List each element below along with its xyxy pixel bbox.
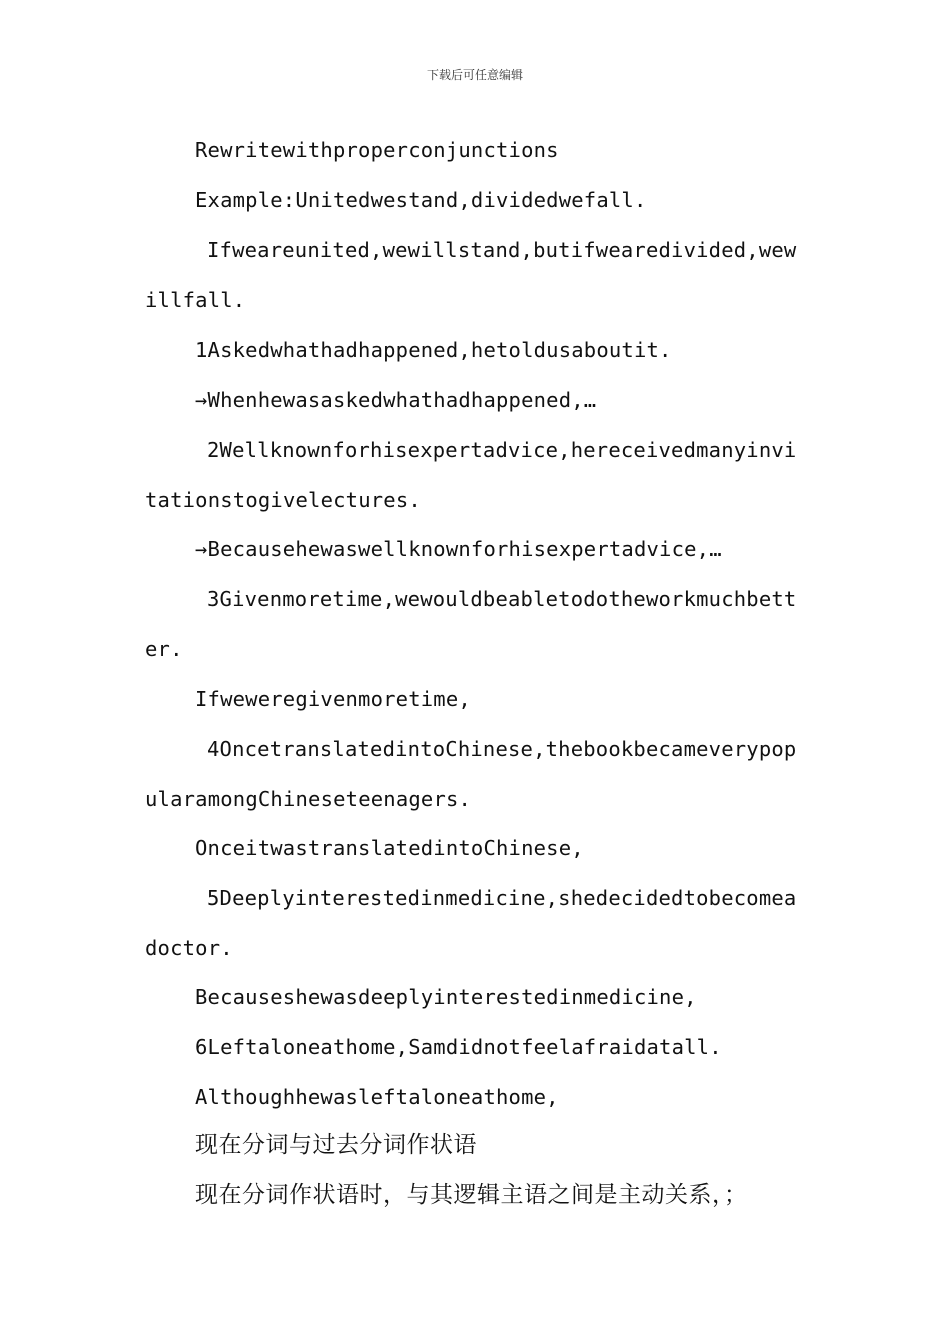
exercise-4-question: 4OncetranslatedintoChinese,thebookbecameverypop: [207, 737, 797, 761]
exercise-2-question-continuation: tationstogivelectures.: [145, 488, 421, 512]
grammar-section-title: 现在分词与过去分词作状语: [195, 1132, 477, 1158]
exercise-2-answer: →Becausehewaswellknownforhisexpertadvice,…: [195, 537, 722, 561]
example-line: Example:Unitedwestand,dividedwefall.: [195, 188, 647, 212]
grammar-explanation-line: 现在分词作状语时，与其逻辑主语之间是主动关系，；: [195, 1182, 748, 1208]
exercise-5-question-continuation: doctor.: [145, 936, 233, 960]
exercise-2-question: 2Wellknownforhisexpertadvice,hereceivedmanyinvi: [207, 438, 797, 462]
exercise-6-question: 6Leftaloneathome,Samdidnotfeelafraidatall.: [195, 1035, 722, 1059]
exercise-5-question: 5Deeplyinterestedinmedicine,shedecidedtobecomea: [207, 886, 797, 910]
section-heading: Rewritewithproperconjunctions: [195, 138, 559, 162]
example-answer-continuation: illfall.: [145, 288, 246, 312]
exercise-3-question-continuation: er.: [145, 637, 183, 661]
example-answer-line: Ifweareunited,wewillstand,butifwearedivided,wew: [207, 238, 797, 262]
exercise-6-answer: Althoughhewasleftaloneathome,: [195, 1085, 559, 1109]
exercise-3-answer: Ifweweregivenmoretime,: [195, 687, 471, 711]
exercise-4-answer: OnceitwastranslatedintoChinese,: [195, 836, 584, 860]
exercise-3-question: 3Givenmoretime,wewouldbeabletodotheworkmuchbett: [207, 587, 797, 611]
exercise-1-question: 1Askedwhathadhappened,hetoldusaboutit.: [195, 338, 672, 362]
exercise-1-answer: →Whenhewasaskedwhathadhappened,…: [195, 388, 597, 412]
page-header-note: 下载后可任意编辑: [426, 68, 523, 82]
exercise-5-answer: Becauseshewasdeeplyinterestedinmedicine,: [195, 985, 697, 1009]
exercise-4-question-continuation: ularamongChineseteenagers.: [145, 787, 472, 811]
